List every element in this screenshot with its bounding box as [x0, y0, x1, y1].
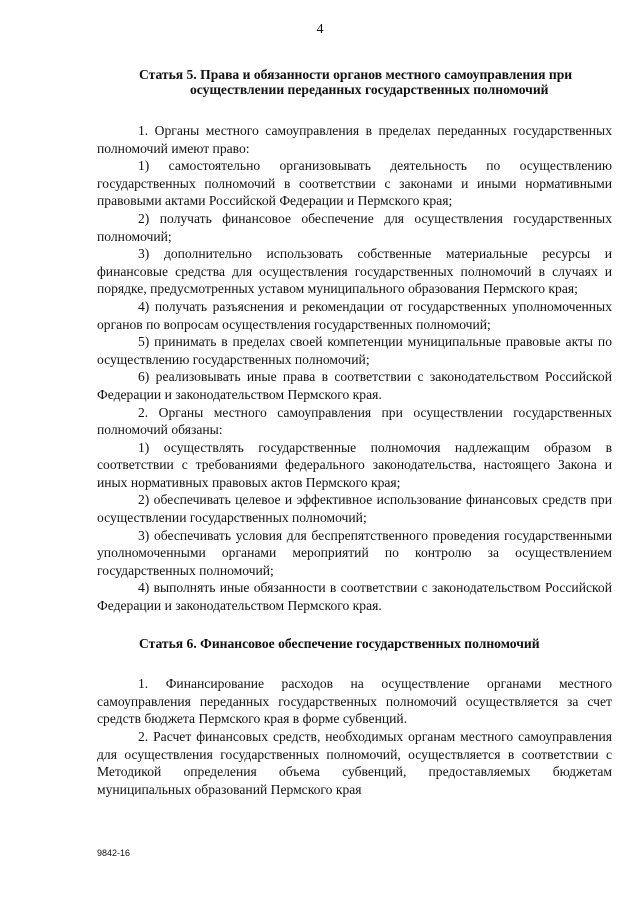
article-5-paragraph: 1) самостоятельно организовывать деятельность по осуществлению государственных полномочий в соответствии с законами и иными нормативными правовыми актами Российской Федерации и Пермского края;: [97, 158, 612, 209]
article-5-paragraph: 3) дополнительно использовать собственные материальные ресурсы и финансовые средства для осуществления государственных полномочий в случаях и порядке, предусмотренных уставом муниципального образования Пермского края;: [97, 246, 612, 297]
document-code: 9842-16: [97, 848, 131, 858]
article-5-paragraph: 3) обеспечивать условия для беспрепятственного проведения государственными уполномоченными органами мероприятий по контролю за осуществлением государственных полномочий;: [97, 527, 612, 578]
article-5-paragraph: 4) выполнять иные обязанности в соответствии с законодательством Российской Федерации и законодательством Пермского края.: [97, 580, 612, 614]
article-5-paragraph: 6) реализовывать иные права в соответствии с законодательством Российской Федерации и законодательством Пермского края.: [97, 369, 612, 402]
page-number: 4: [316, 22, 324, 37]
article-6-paragraph: 1. Финансирование расходов на осуществление органами местного самоуправления переданных государственных полномочий осуществляется за счет средств бюджета Пермского края в форме субвенций.: [97, 676, 612, 727]
article-6-heading: Статья 6. Финансовое обеспечение государственных полномочий: [139, 635, 540, 651]
article-5-paragraph: 1. Органы местного самоуправления в пределах переданных государственных полномочий имеют право:: [97, 123, 612, 156]
article-5-paragraph: 2. Органы местного самоуправления при осуществлении государственных полномочий обязаны:: [97, 404, 612, 438]
article-5-heading: Статья 5. Права и обязанности органов местного самоуправления при осуществлении переданных государственных полномочий: [139, 67, 573, 97]
article-6-paragraph: 2. Расчет финансовых средств, необходимых органам местного самоуправления для осуществления государственных полномочий, осуществляется в соответствии с Методикой определения объема субвенций, предоставляемых бюджетам муниципальных образований Пермского края: [97, 728, 612, 797]
article-5-paragraph: 4) получать разъяснения и рекомендации от государственных уполномоченных органов по вопросам осуществления государственных полномочий;: [97, 298, 612, 332]
article-5-paragraph: 1) осуществлять государственные полномочия надлежащим образом в соответствии с требованиями федерального законодательства, настоящего Закона и иных нормативных правовых актов Пермского края;: [97, 439, 612, 490]
article-5-paragraph: 2) получать финансовое обеспечение для осуществления государственных полномочий;: [97, 210, 612, 244]
document-body: [97, 68, 612, 798]
article-5-paragraph: 2) обеспечивать целевое и эффективное использование финансовых средств при осуществлении государственных полномочий;: [97, 492, 612, 526]
article-5-paragraph: 5) принимать в пределах своей компетенции муниципальные правовые акты по осуществлению государственных полномочий;: [97, 334, 612, 367]
